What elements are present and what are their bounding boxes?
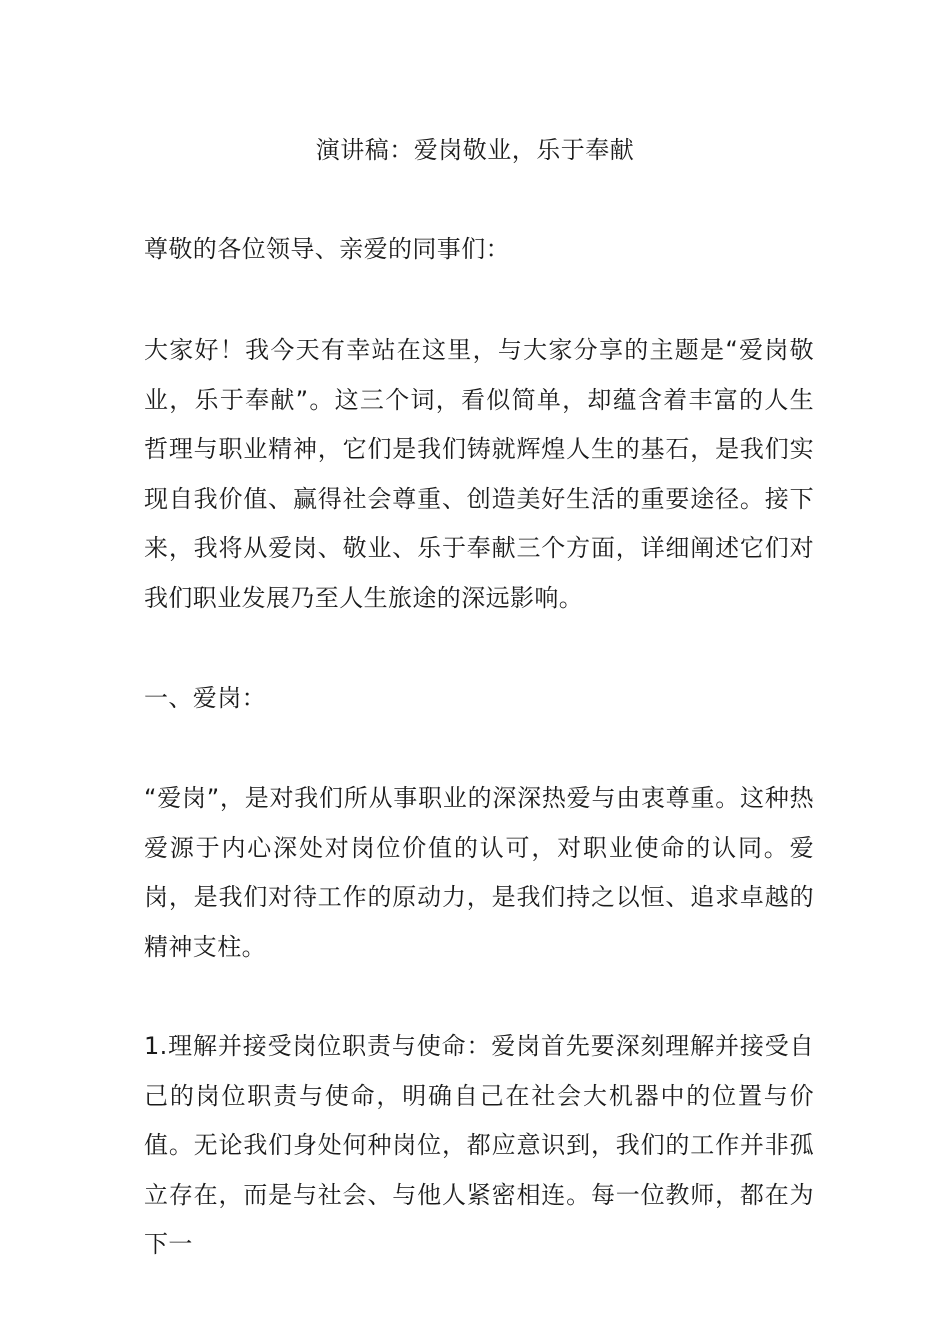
- section-heading-love-job: 一、爱岗：: [144, 684, 266, 712]
- intro-paragraph: 大家好！我今天有幸站在这里，与大家分享的主题是“爱岗敬业，乐于奉献”。这三个词，看似简单，却蕴含着丰富的人生哲理与职业精神，它们是我们铸就辉煌人生的基石，是我们实现自我价值、赢得社会尊重、创造美好生活的重要途径。接下来，我将从爱岗、敬业、乐于奉献三个方面，详细阐述它们对我们职业发展乃至人生旅途的深远影响。: [144, 336, 814, 612]
- document-title: 演讲稿：爱岗敬业，乐于奉献: [315, 136, 635, 164]
- section-paragraph-love-job: “爱岗”，是对我们所从事职业的深深热爱与由衷尊重。这种热爱源于内心深处对岗位价值的认可，对职业使命的认同。爱岗，是我们对待工作的原动力，是我们持之以恒、追求卓越的精神支柱。: [144, 784, 814, 961]
- salutation: 尊敬的各位领导、亲爱的同事们：: [144, 235, 510, 263]
- list-item-understand-duties: 1.理解并接受岗位职责与使命：爱岗首先要深刻理解并接受自己的岗位职责与使命，明确自己在社会大机器中的位置与价值。无论我们身处何种岗位，都应意识到，我们的工作并非孤立存在，而是与社会、与他人紧密相连。每一位教师，都在为下一: [144, 1032, 814, 1258]
